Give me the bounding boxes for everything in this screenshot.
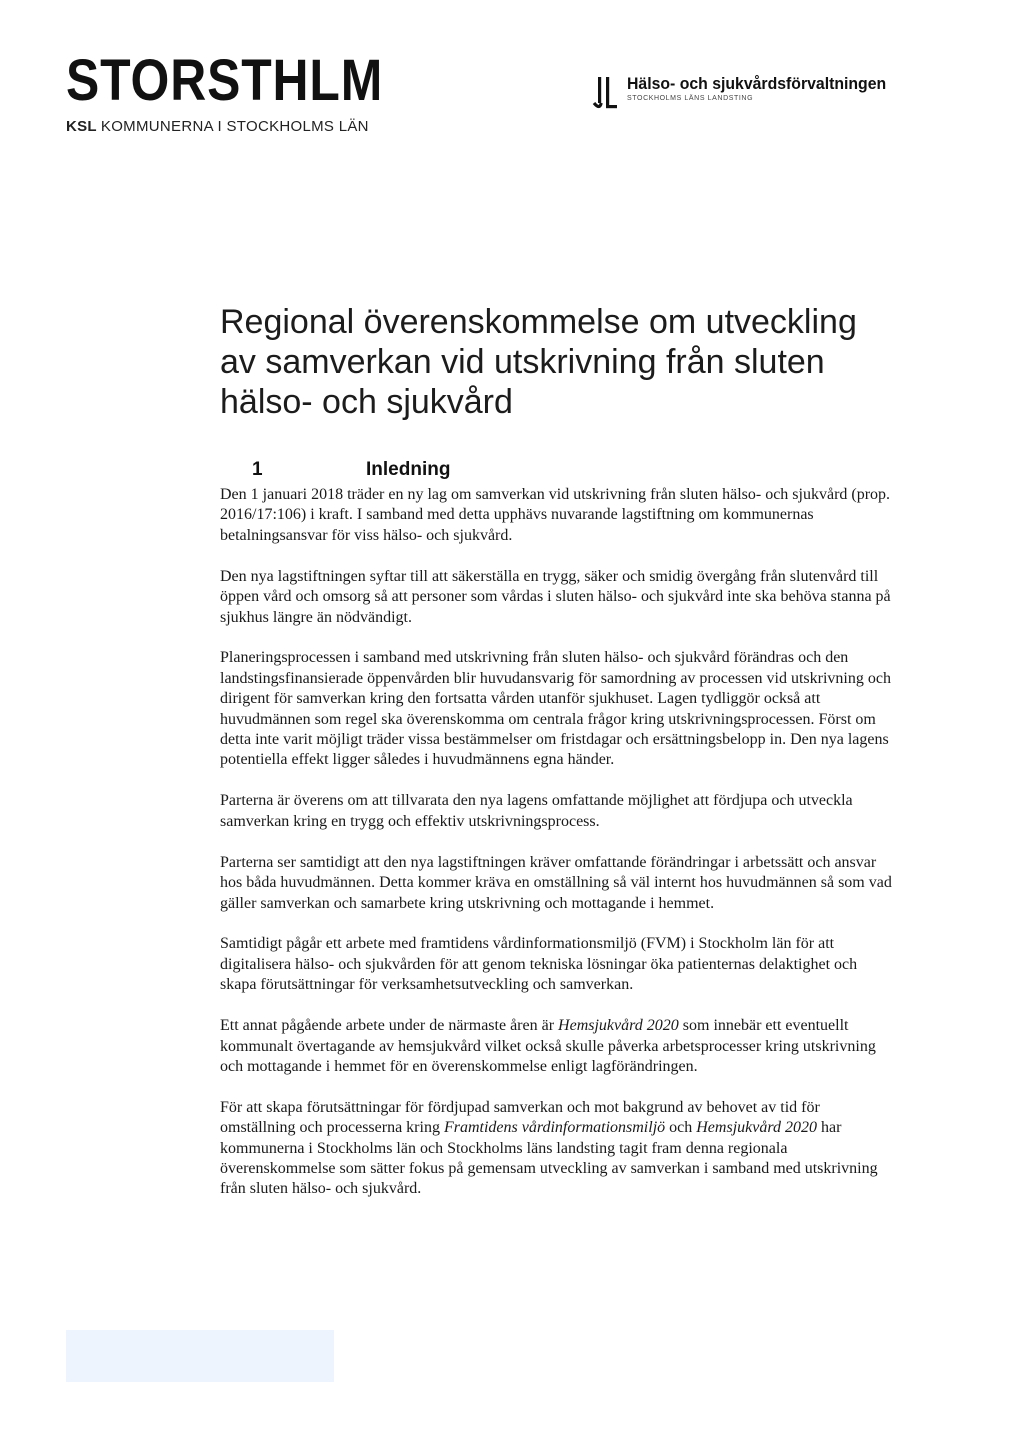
hsf-logo	[591, 74, 906, 114]
document-title: Regional överenskommelse om utveckling av samverkan vid utskrivning från sluten hälso- och sjukvård	[220, 303, 857, 421]
hsf-subtext: STOCKHOLMS LÄNS LANDSTING	[627, 95, 754, 102]
paragraph-2: Den nya lagstiftningen syftar till att säkerställa en trygg, säker och smidig övergång från slutenvård till öppen vård och omsorg så att personer som vårdas i sluten hälso- och sjukvård inte ska behöva stanna på sjukhus längre än nödvändigt.	[220, 567, 891, 626]
ksl-name: KOMMUNERNA I STOCKHOLMS LÄN	[100, 118, 369, 135]
p8-text-b: och	[665, 1119, 697, 1137]
p8-text-a: För att skapa förutsättningar för fördjupad samverkan och mot bakgrund av behovet av tid för omställning och processerna kring	[220, 1098, 820, 1137]
p7-text-a: Ett annat pågående arbete under de närmaste åren är	[220, 1017, 559, 1035]
ksl-abbrev: KSL	[66, 118, 97, 135]
paragraph-4: Parterna är överens om att tillvarata den nya lagens omfattande möjlighet att fördjupa och utveckla samverkan kring en trygg och effektiv utskrivningsprocess.	[220, 792, 853, 830]
p8-emphasis-1: Framtidens vårdinformationsmiljö	[443, 1119, 666, 1137]
ksl-subtitle	[66, 118, 435, 135]
jl-logo-icon	[591, 74, 621, 114]
decorative-blue-strip	[66, 1330, 334, 1382]
hsf-name: Hälso- och sjukvårdsförvaltningen	[627, 74, 887, 93]
paragraph-5: Parterna ser samtidigt att den nya lagstiftningen kräver omfattande förändringar i arbetssätt och ansvar hos båda huvudmännen. Detta kommer kräva en omställning så väl internt hos huvudmännen så som vad gäller samverkan och samarbete kring utskrivning och mottagande i hemmet.	[220, 853, 892, 912]
p7-emphasis: Hemsjukvård 2020	[558, 1017, 679, 1035]
p8-emphasis-2: Hemsjukvård 2020	[696, 1119, 817, 1137]
paragraph-3: Planeringsprocessen i samband med utskrivning från sluten hälso- och sjukvård förändras och den landstingsfinansierade öppenvården blir huvudansvarig för samordning av processen vid utskrivning och dirigent för samverkan kring den fortsatta vården utanför sjukhuset. Lagen tydliggör också att huvudmännen som regel ska överenskomma om centrala frågor kring utskrivningsprocessen. Först om detta inte varit möjligt träder vissa bestämmelser om fristdagar och ersättningsbelopp in. Den nya lagens potentiella effekt ligger således i huvudmännens egna händer.	[220, 649, 891, 769]
p8-text-c: har kommunerna i Stockholms län och Stockholms läns landsting tagit fram denna regionala överenskommelse som sätter fokus på gemensam utveckling av samverkan i samband med utskrivning från sluten hälso- och sjukvård.	[220, 1119, 878, 1198]
p7-text-b: som innebär ett eventuellt kommunalt övertagande av hemsjukvård vilket också skulle påverka arbetsprocesser kring utskrivning och mottagande i hemmet för en överenskommelse enligt lagförändringen.	[220, 1017, 876, 1075]
body-text	[220, 485, 892, 1220]
storsthlm-wordmark: STORSTHLM	[66, 48, 384, 113]
paragraph-8	[220, 1098, 892, 1200]
section-heading	[252, 459, 450, 481]
section-title: Inledning	[366, 459, 451, 480]
paragraph-1: Den 1 januari 2018 träder en ny lag om samverkan vid utskrivning från sluten hälso- och sjukvård (prop. 2016/17:106) i kraft. I samband med detta upphävs nuvarande lagstiftning om kommunernas betalningsansvar för viss hälso- och sjukvård.	[220, 486, 891, 544]
storsthlm-logo	[66, 48, 435, 135]
section-number: 1	[252, 459, 263, 480]
paragraph-6: Samtidigt pågår ett arbete med framtidens vårdinformationsmiljö (FVM) i Stockholm län för att digitalisera hälso- och sjukvården för att genom tekniska lösningar öka patienternas delaktighet och skapa förutsättningar för verksamhetsutveckling och samverkan.	[220, 935, 858, 994]
paragraph-7	[220, 1016, 892, 1077]
